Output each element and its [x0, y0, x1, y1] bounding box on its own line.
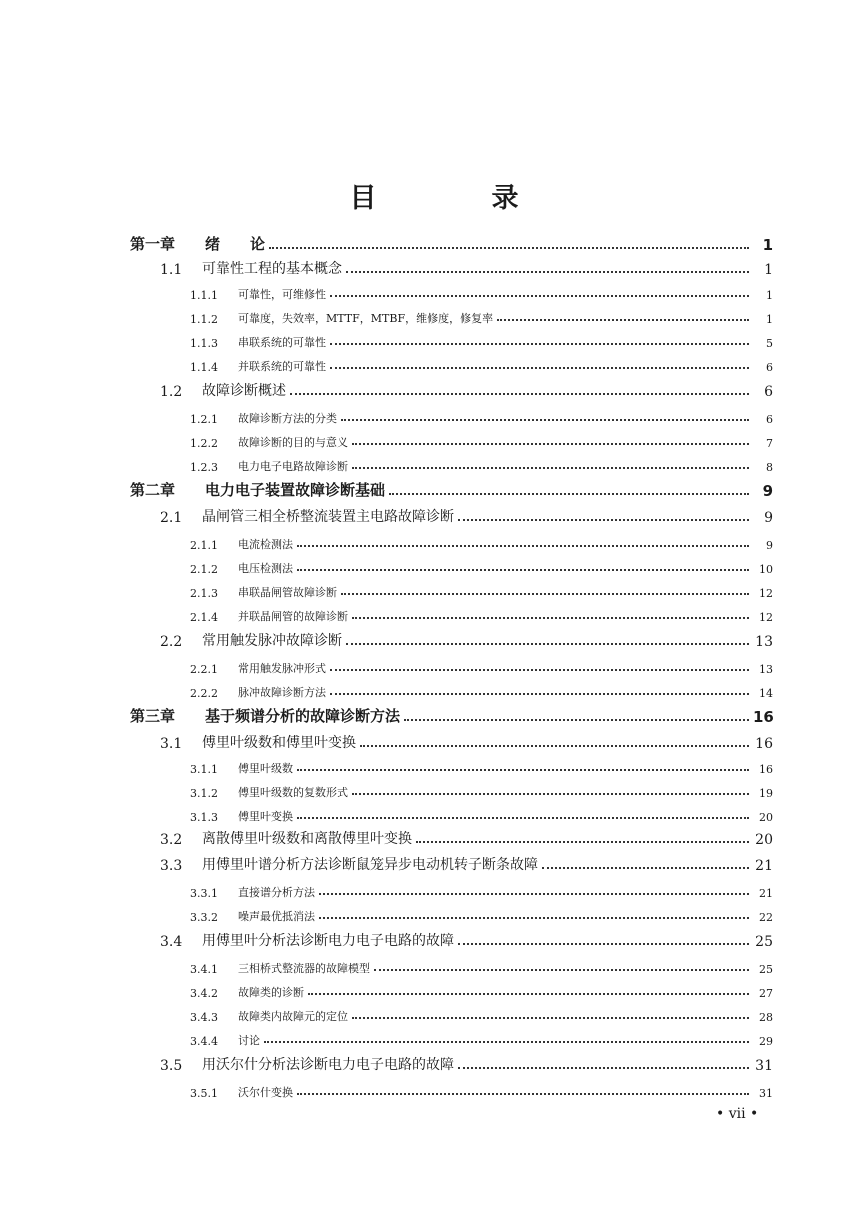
toc-entry-level-3: [0, 900, 868, 924]
toc-entry-number: 3.4: [160, 934, 183, 950]
toc-entry-page: 1: [766, 289, 773, 302]
page-number: • vii •: [716, 1106, 759, 1122]
toc-entry-title: 噪声最优抵消法: [238, 910, 315, 923]
toc-entry-level-2: [0, 824, 868, 848]
toc-entry-title: 可靠性工程的基本概念: [202, 261, 342, 277]
toc-entry-title: 傅里叶变换: [238, 810, 293, 823]
toc-entry-title: 离散傅里叶级数和离散傅里叶变换: [202, 831, 412, 847]
toc-entry-level-3: [0, 800, 868, 824]
dot-leader: [330, 669, 749, 671]
dot-leader: [330, 343, 749, 345]
dot-leader: [404, 719, 749, 721]
toc-entry-title: 沃尔什变换: [238, 1086, 293, 1099]
toc-entry-number: 3.4.2: [190, 987, 218, 1000]
dot-leader: [346, 643, 749, 645]
dot-leader: [352, 793, 749, 795]
toc-entry-title: 故障诊断概述: [202, 383, 286, 399]
toc-entry-number: 第三章: [130, 707, 176, 725]
toc-entry-page: 6: [764, 384, 773, 400]
dot-leader: [346, 271, 749, 273]
toc-entry-level-1: [0, 230, 868, 254]
toc-entry-title: 串联晶闸管故障诊断: [238, 586, 337, 599]
toc-entry-page: 29: [759, 1035, 773, 1048]
toc-entry-page: 28: [759, 1011, 773, 1024]
toc-entry-title: 脉冲故障诊断方法: [238, 686, 326, 699]
toc-entry-number: 3.4.1: [190, 963, 218, 976]
toc-entry-page: 1: [766, 313, 773, 326]
toc-entry-level-3: [0, 1024, 868, 1048]
dot-leader: [341, 419, 749, 421]
toc-entry-level-3: [0, 600, 868, 624]
toc-entry-number: 1.2.1: [190, 413, 218, 426]
toc-entry-title: 可靠度，失效率，MTTF，MTBF，维修度，修复率: [238, 312, 494, 325]
toc-entry-title: 故障类的诊断: [238, 986, 304, 999]
dot-leader: [352, 443, 749, 445]
toc-entry-title: 傅里叶级数的复数形式: [238, 786, 348, 799]
toc-entry-title: 故障类内故障元的定位: [238, 1010, 348, 1023]
toc-entry-page: 6: [766, 413, 773, 426]
toc-entry-page: 31: [755, 1058, 773, 1074]
toc-entry-number: 1.1.1: [190, 289, 218, 302]
dot-leader: [330, 295, 749, 297]
toc-entry-page: 10: [759, 563, 773, 576]
toc-entry-page: 22: [759, 911, 773, 924]
toc-entry-number: 3.5.1: [190, 1087, 218, 1100]
toc-entry-title: 用沃尔什分析法诊断电力电子电路的故障: [202, 1057, 454, 1073]
toc-entry-number: 3.1.3: [190, 811, 218, 824]
toc-entry-title: 用傅里叶分析法诊断电力电子电路的故障: [202, 933, 454, 949]
dot-leader: [297, 545, 749, 547]
toc-entry-page: 7: [766, 437, 773, 450]
toc-entry-number: 1.1.4: [190, 361, 218, 374]
dot-leader: [290, 393, 749, 395]
toc-entry-level-3: [0, 350, 868, 374]
dot-leader: [352, 467, 749, 469]
dot-leader: [416, 841, 749, 843]
toc-entry-title: 电压检测法: [238, 562, 293, 575]
toc-entry-level-3: [0, 426, 868, 450]
toc-entry-page: 1: [762, 236, 773, 254]
toc-entry-number: 3.1.2: [190, 787, 218, 800]
toc-entry-page: 19: [759, 787, 773, 800]
toc-entry-number: 2.2: [160, 634, 183, 650]
toc-entry-number: 3.5: [160, 1058, 183, 1074]
toc-entry-number: 2.2.2: [190, 687, 218, 700]
page-title: 目 录: [349, 183, 563, 214]
toc-entry-level-2: [0, 1050, 868, 1074]
toc-entry-level-2: [0, 850, 868, 874]
toc-entry-number: 3.3.2: [190, 911, 218, 924]
toc-entry-page: 9: [762, 482, 773, 500]
dot-leader: [497, 319, 749, 321]
toc-entry-page: 5: [766, 337, 773, 350]
toc-entry-level-3: [0, 528, 868, 552]
toc-entry-number: 1.2: [160, 384, 183, 400]
toc-entry-number: 1.1.2: [190, 313, 218, 326]
toc-entry-page: 6: [766, 361, 773, 374]
toc-entry-level-2: [0, 626, 868, 650]
toc-entry-title: 晶闸管三相全桥整流装置主电路故障诊断: [202, 509, 454, 525]
dot-leader: [297, 569, 749, 571]
toc-entry-level-3: [0, 776, 868, 800]
dot-leader: [264, 1041, 749, 1043]
toc-entry-level-3: [0, 278, 868, 302]
dot-leader: [389, 493, 749, 495]
toc-entry-title: 傅里叶级数和傅里叶变换: [202, 735, 356, 751]
toc-entry-page: 20: [755, 832, 773, 848]
toc-entry-level-3: [0, 552, 868, 576]
toc-entry-page: 14: [759, 687, 773, 700]
toc-entry-page: 12: [759, 611, 773, 624]
dot-leader: [308, 993, 749, 995]
toc-entry-page: 21: [755, 858, 773, 874]
toc-entry-number: 2.1.1: [190, 539, 218, 552]
toc-entry-number: 1.1: [160, 262, 183, 278]
toc-entry-number: 1.2.3: [190, 461, 218, 474]
toc-entry-level-3: [0, 1076, 868, 1100]
toc-entry-page: 25: [759, 963, 773, 976]
toc-entry-number: 3.2: [160, 832, 183, 848]
toc-entry-level-3: [0, 1000, 868, 1024]
dot-leader: [319, 893, 749, 895]
toc-entry-page: 9: [764, 510, 773, 526]
toc-entry-level-3: [0, 576, 868, 600]
dot-leader: [352, 1017, 749, 1019]
dot-leader: [458, 519, 749, 521]
toc-entry-page: 13: [755, 634, 773, 650]
toc-entry-page: 9: [766, 539, 773, 552]
toc-entry-title: 并联系统的可靠性: [238, 360, 326, 373]
toc-entry-title: 直接谱分析方法: [238, 886, 315, 899]
toc-entry-title: 并联晶闸管的故障诊断: [238, 610, 348, 623]
toc-entry-title: 故障诊断方法的分类: [238, 412, 337, 425]
toc-entry-number: 2.2.1: [190, 663, 218, 676]
toc-entry-page: 16: [759, 763, 773, 776]
dot-leader: [319, 917, 749, 919]
toc-entry-page: 8: [766, 461, 773, 474]
dot-leader: [458, 1067, 749, 1069]
toc-entry-level-2: [0, 254, 868, 278]
toc-entry-page: 20: [759, 811, 773, 824]
toc-entry-number: 3.4.4: [190, 1035, 218, 1048]
toc-entry-level-3: [0, 450, 868, 474]
toc-entry-level-2: [0, 926, 868, 950]
toc-entry-page: 16: [755, 736, 773, 752]
toc-entry-level-2: [0, 728, 868, 752]
dot-leader: [269, 247, 749, 249]
toc-entry-page: 25: [755, 934, 773, 950]
dot-leader: [297, 817, 749, 819]
toc-entry-number: 3.1.1: [190, 763, 218, 776]
toc-entry-number: 3.1: [160, 736, 183, 752]
dot-leader: [341, 593, 749, 595]
toc-entry-number: 1.1.3: [190, 337, 218, 350]
toc-entry-number: 3.4.3: [190, 1011, 218, 1024]
toc-entry-page: 16: [753, 708, 774, 726]
toc-entry-title: 常用触发脉冲形式: [238, 662, 326, 675]
dot-leader: [297, 1093, 749, 1095]
toc-entry-page: 12: [759, 587, 773, 600]
toc-entry-level-3: [0, 302, 868, 326]
toc-entry-title: 常用触发脉冲故障诊断: [202, 633, 342, 649]
toc-entry-level-3: [0, 952, 868, 976]
toc-entry-title: 电力电子装置故障诊断基础: [205, 481, 386, 499]
toc-entry-level-3: [0, 676, 868, 700]
toc-entry-page: 31: [759, 1087, 773, 1100]
toc-entry-level-3: [0, 976, 868, 1000]
toc-entry-level-3: [0, 876, 868, 900]
toc-entry-number: 第二章: [130, 481, 176, 499]
toc-entry-title: 可靠性，可维修性: [238, 288, 326, 301]
toc-entry-level-2: [0, 376, 868, 400]
toc-entry-title: 三相桥式整流器的故障模型: [238, 962, 370, 975]
toc-entry-title: 基于频谱分析的故障诊断方法: [205, 707, 401, 725]
toc-entry-number: 2.1.4: [190, 611, 218, 624]
toc-entry-title: 电力电子电路故障诊断: [238, 460, 348, 473]
toc-entry-level-3: [0, 652, 868, 676]
toc-entry-level-3: [0, 752, 868, 776]
dot-leader: [542, 867, 749, 869]
toc-entry-level-1: [0, 476, 868, 500]
toc-entry-title: 用傅里叶谱分析方法诊断鼠笼异步电动机转子断条故障: [202, 857, 538, 873]
toc-entry-number: 2.1: [160, 510, 183, 526]
toc-entry-title: 傅里叶级数: [238, 762, 293, 775]
toc-entry-title: 讨论: [238, 1034, 260, 1047]
toc-entry-level-1: [0, 702, 868, 726]
dot-leader: [297, 769, 749, 771]
toc-entry-number: 2.1.2: [190, 563, 218, 576]
toc-entry-level-2: [0, 502, 868, 526]
toc-entry-number: 3.3.1: [190, 887, 218, 900]
dot-leader: [330, 367, 749, 369]
toc-entry-page: 27: [759, 987, 773, 1000]
toc-entry-number: 2.1.3: [190, 587, 218, 600]
toc-entry-title: 电流检测法: [238, 538, 293, 551]
dot-leader: [330, 693, 749, 695]
toc-entry-page: 13: [759, 663, 773, 676]
toc-entry-title: 绪 论: [205, 235, 266, 253]
dot-leader: [458, 943, 749, 945]
toc-entry-level-3: [0, 326, 868, 350]
toc-entry-page: 1: [764, 262, 773, 278]
toc-entry-title: 串联系统的可靠性: [238, 336, 326, 349]
dot-leader: [374, 969, 749, 971]
toc-entry-number: 第一章: [130, 235, 176, 253]
toc-entry-level-3: [0, 402, 868, 426]
dot-leader: [352, 617, 749, 619]
toc-entry-number: 1.2.2: [190, 437, 218, 450]
dot-leader: [360, 745, 749, 747]
toc-entry-title: 故障诊断的目的与意义: [238, 436, 348, 449]
toc-entry-number: 3.3: [160, 858, 183, 874]
toc-entry-page: 21: [759, 887, 773, 900]
